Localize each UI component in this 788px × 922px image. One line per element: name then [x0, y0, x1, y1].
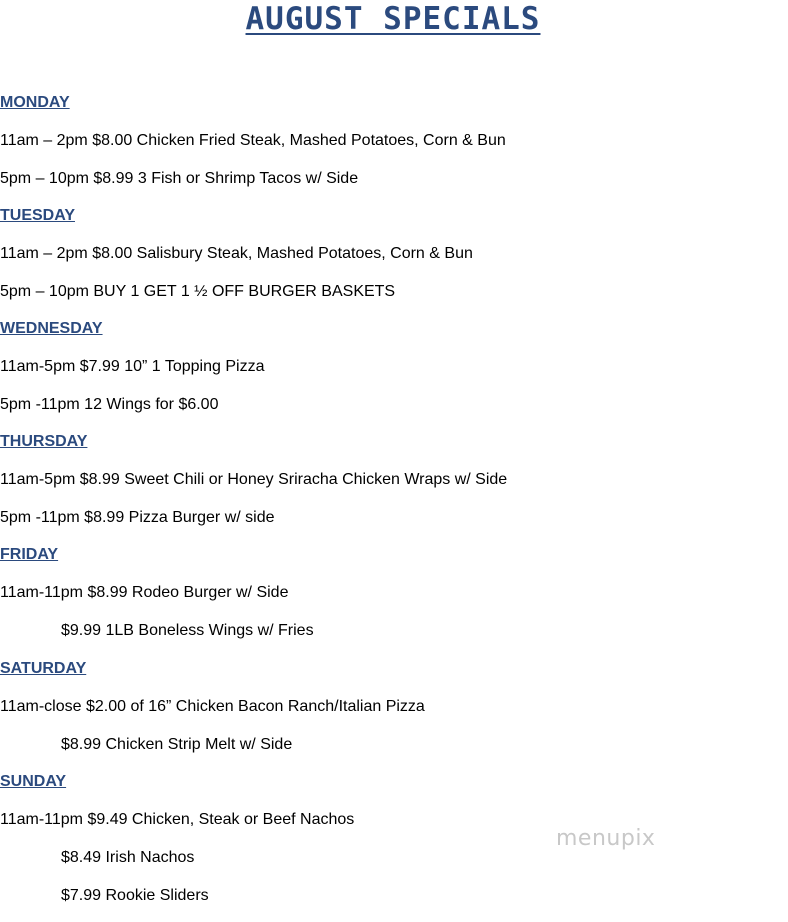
day-heading-sunday: SUNDAY — [0, 773, 67, 790]
special-item: $7.99 Rookie Sliders — [61, 887, 209, 904]
day-heading-saturday: SATURDAY — [0, 660, 87, 677]
special-item: 5pm -11pm 12 Wings for $6.00 — [0, 396, 219, 413]
page-title: AUGUST SPECIALS — [245, 1, 541, 37]
special-item: 11am-5pm $7.99 10” 1 Topping Pizza — [0, 358, 265, 375]
special-item: $8.49 Irish Nachos — [61, 849, 195, 866]
special-item: 11am-11pm $9.49 Chicken, Steak or Beef Nachos — [0, 811, 355, 828]
special-item: 5pm – 10pm BUY 1 GET 1 ½ OFF BURGER BASKETS — [0, 283, 396, 300]
special-item: $9.99 1LB Boneless Wings w/ Fries — [61, 622, 314, 639]
day-heading-monday: MONDAY — [0, 94, 70, 111]
special-item: 11am – 2pm $8.00 Chicken Fried Steak, Mashed Potatoes, Corn & Bun — [0, 132, 506, 149]
day-heading-wednesday: WEDNESDAY — [0, 320, 103, 337]
special-item: 5pm – 10pm $8.99 3 Fish or Shrimp Tacos w/ Side — [0, 170, 359, 187]
special-item: 11am-5pm $8.99 Sweet Chili or Honey Sriracha Chicken Wraps w/ Side — [0, 471, 508, 488]
special-item: 11am-11pm $8.99 Rodeo Burger w/ Side — [0, 584, 289, 601]
special-item: $8.99 Chicken Strip Melt w/ Side — [61, 736, 293, 753]
special-item: 11am-close $2.00 of 16” Chicken Bacon Ranch/Italian Pizza — [0, 698, 425, 715]
day-heading-thursday: THURSDAY — [0, 433, 88, 450]
special-item: 5pm -11pm $8.99 Pizza Burger w/ side — [0, 509, 275, 526]
menupix-watermark: menupix — [556, 826, 656, 851]
special-item: 11am – 2pm $8.00 Salisbury Steak, Mashed Potatoes, Corn & Bun — [0, 245, 473, 262]
day-heading-tuesday: TUESDAY — [0, 207, 75, 224]
day-heading-friday: FRIDAY — [0, 546, 59, 563]
